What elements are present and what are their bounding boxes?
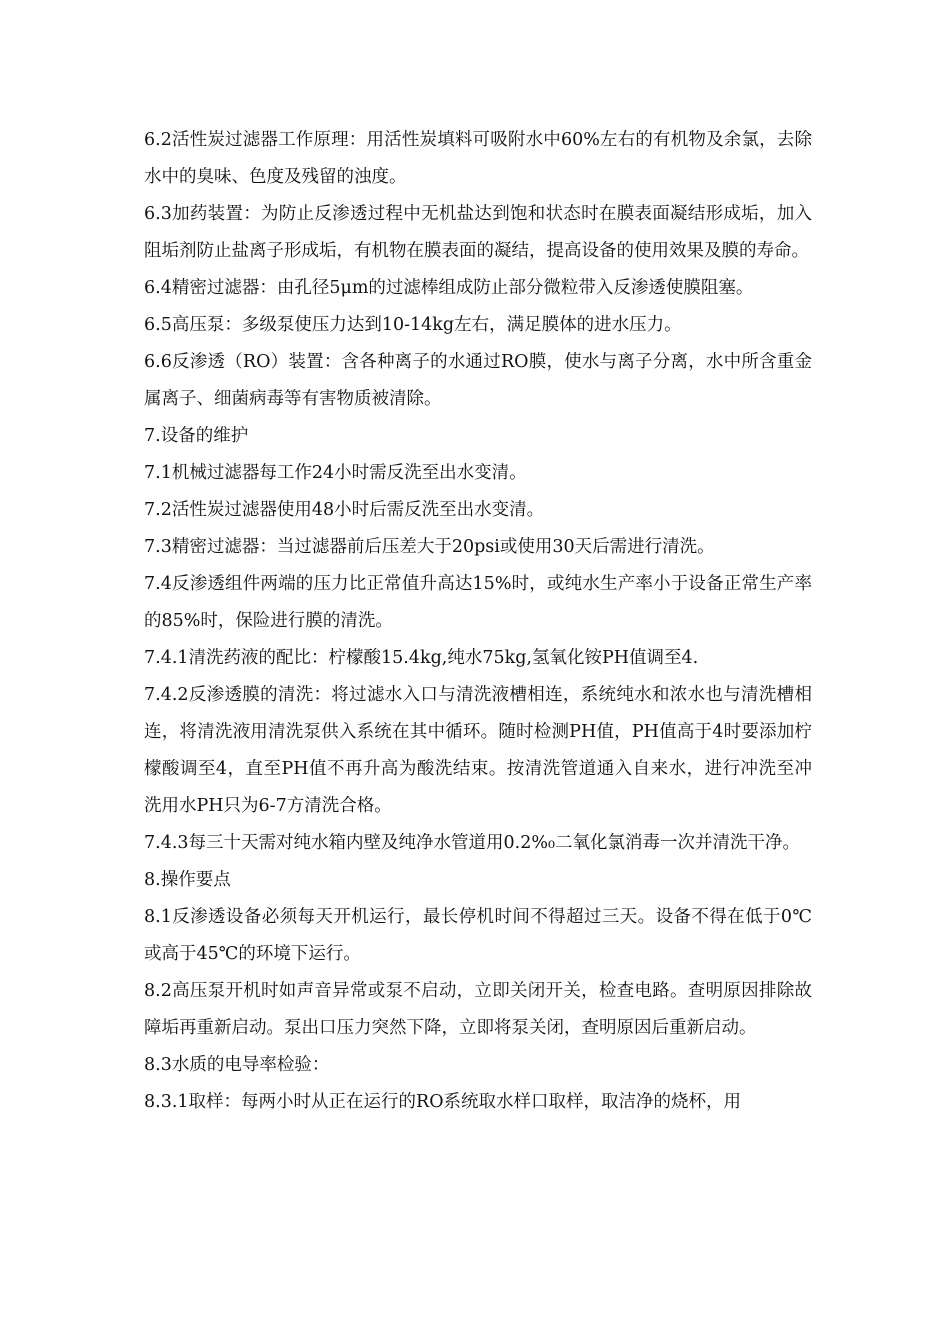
paragraph-8-3-1: 8.3.1取样：每两小时从正在运行的RO系统取水样口取样，取洁净的烧杯，用 [144,1092,742,1112]
paragraph-6-3: 6.3加药装置：为防止反渗透过程中无机盐达到饱和状态时在膜表面凝结形成垢，加入阻垢剂防止盐离子形成垢，有机物在膜表面的凝结，提高设备的使用效果及膜的寿命。 [144,204,812,261]
paragraph-8-2: 8.2高压泵开机时如声音异常或泵不启动，立即关闭开关，检查电路。查明原因排除故障垢再重新启动。泵出口压力突然下降，立即将泵关闭，查明原因后重新启动。 [144,981,812,1038]
section-heading-8: 8.操作要点 [144,870,231,890]
section-heading-7: 7.设备的维护 [144,426,249,446]
paragraph-8-3: 8.3水质的电导率检验： [144,1055,330,1075]
paragraph-7-2: 7.2活性炭过滤器使用48小时后需反洗至出水变清。 [144,500,545,520]
paragraph-7-4-1: 7.4.1清洗药液的配比：柠檬酸15.4kg,纯水75kg,氢氧化铵PH值调至4. [144,648,699,668]
paragraph-7-4-2: 7.4.2反渗透膜的清洗：将过滤水入口与清洗液槽相连，系统纯水和浓水也与清洗槽相连，将清洗液用清洗泵供入系统在其中循环。随时检测PH值，PH值高于4时要添加柠檬酸调至4，直至PH值不再升高为酸洗结束。按清洗管道通入自来水，进行冲洗至冲洗用水PH只为6-7方清洗合格。 [144,685,812,816]
paragraph-6-6: 6.6反渗透（RO）装置：含各种离子的水通过RO膜，使水与离子分离，水中所含重金属离子、细菌病毒等有害物质被清除。 [144,352,812,409]
paragraph-6-4: 6.4精密过滤器：由孔径5μm的过滤棒组成防止部分微粒带入反渗透使膜阻塞。 [144,278,754,298]
document-body [144,122,812,1121]
paragraph-6-5: 6.5高压泵：多级泵使压力达到10-14kg左右，满足膜体的进水压力。 [144,315,682,335]
paragraph-7-3: 7.3精密过滤器：当过滤器前后压差大于20psi或使用30天后需进行清洗。 [144,537,715,557]
paragraph-7-4-3: 7.4.3每三十天需对纯水箱内壁及纯净水管道用0.2%₀二氧化氯消毒一次并清洗干净。 [144,833,800,853]
paragraph-6-2: 6.2活性炭过滤器工作原理：用活性炭填料可吸附水中60%左右的有机物及余氯，去除水中的臭味、色度及残留的浊度。 [144,130,812,187]
paragraph-7-1: 7.1机械过滤器每工作24小时需反洗至出水变清。 [144,463,527,483]
paragraph-8-1: 8.1反渗透设备必须每天开机运行，最长停机时间不得超过三天。设备不得在低于0℃或高于45℃的环境下运行。 [144,907,812,964]
paragraph-7-4: 7.4反渗透组件两端的压力比正常值升高达15%时，或纯水生产率小于设备正常生产率的85%时，保险进行膜的清洗。 [144,574,812,631]
